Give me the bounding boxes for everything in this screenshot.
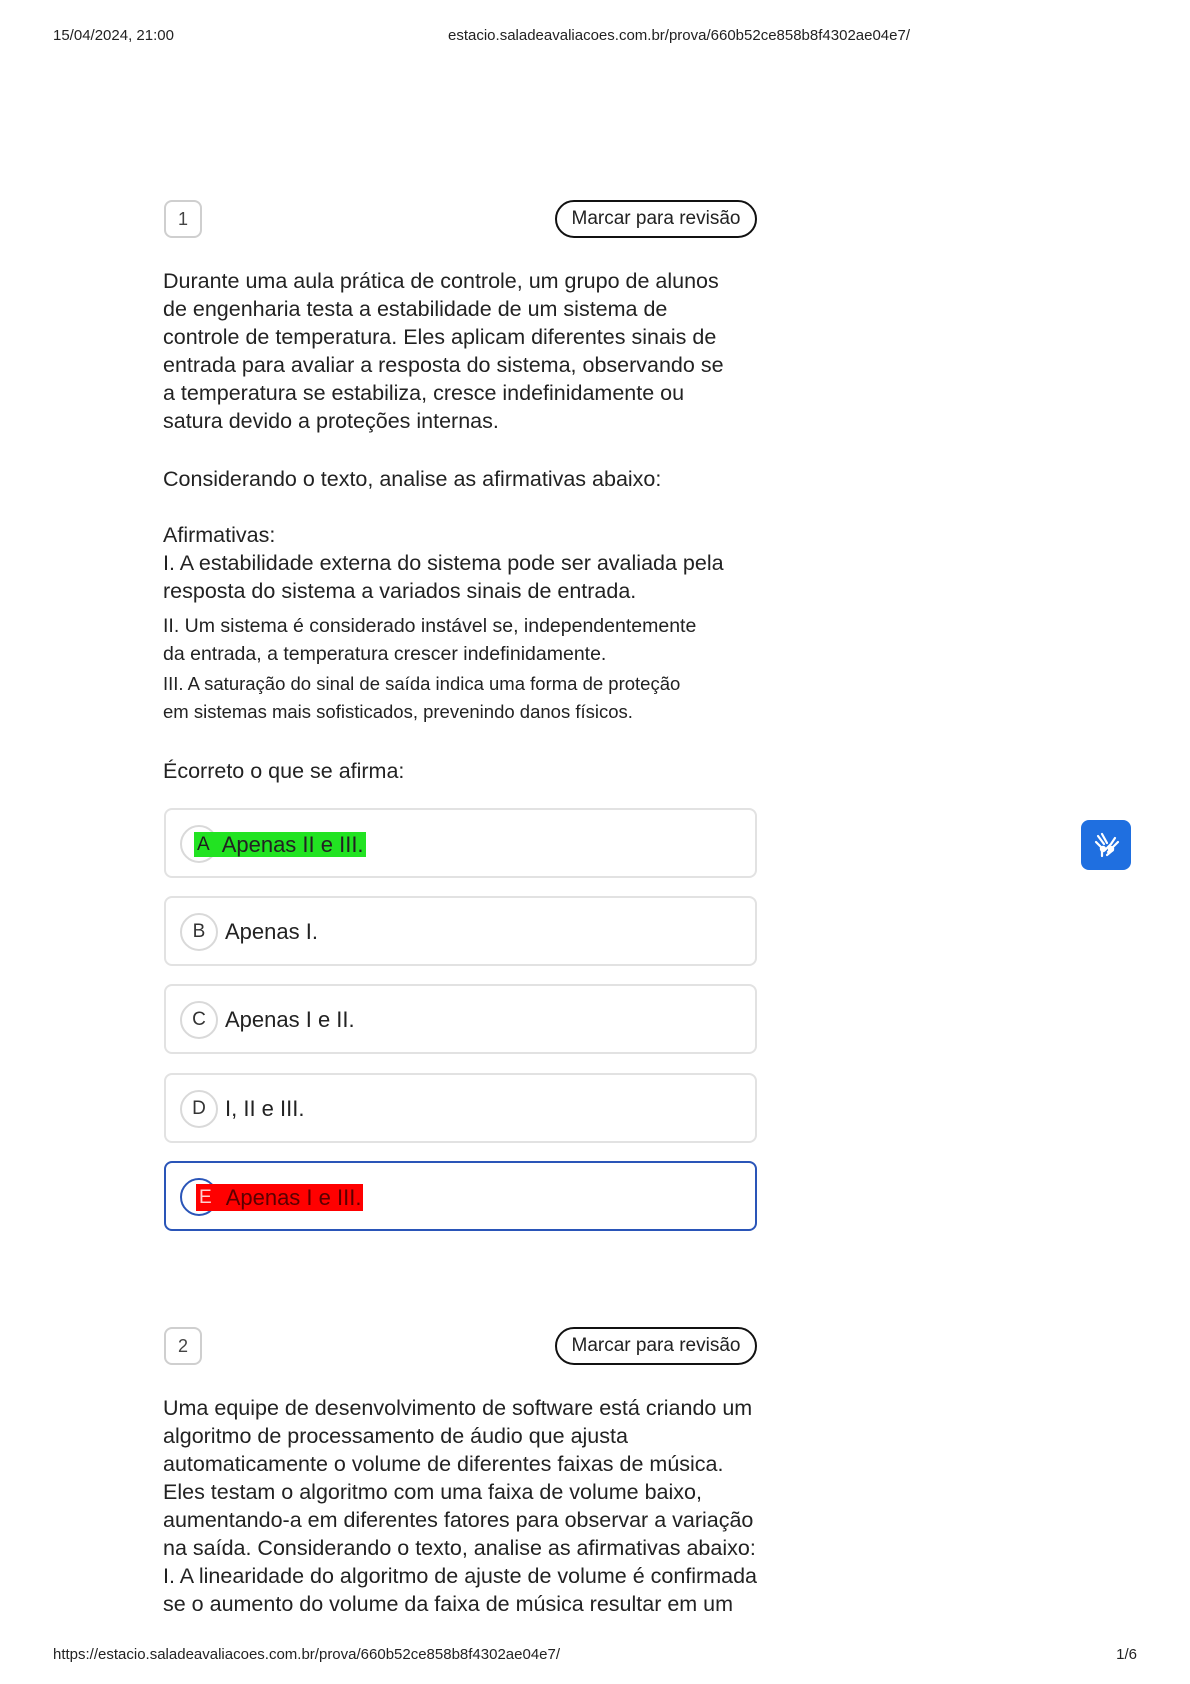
ask-letter: É	[163, 759, 178, 783]
sign-language-hands-icon[interactable]	[1081, 820, 1131, 870]
stem-line: entrada para avaliar a resposta do sistema, observando se	[163, 353, 724, 377]
option-letter: C	[180, 1001, 218, 1039]
statement-line: III. A saturação do sinal de saída indica uma forma de proteção	[163, 673, 681, 694]
option-b[interactable]	[164, 896, 757, 966]
stem-line: aumentando-a em diferentes fatores para observar a variação	[163, 1508, 754, 1532]
stem-line: a temperatura se estabiliza, cresce indefinidamente ou	[163, 381, 685, 405]
option-a[interactable]	[164, 808, 757, 878]
stem-line: Durante uma aula prática de controle, um grupo de alunos	[163, 269, 719, 293]
mark-for-review-button-1[interactable]: Marcar para revisão	[555, 200, 757, 238]
question-1-ask	[163, 757, 783, 785]
option-letter: D	[180, 1090, 218, 1128]
print-footer	[53, 1646, 1137, 1666]
stem-line: Uma equipe de desenvolvimento de software está criando um	[163, 1396, 753, 1420]
statement-3	[163, 670, 783, 726]
statement-line: I. A linearidade do algoritmo de ajuste de volume é confirmada	[163, 1564, 758, 1588]
print-footer-url: https://estacio.saladeavaliacoes.com.br/prova/660b52ce858b8f4302ae04e7/	[53, 1646, 561, 1663]
statement-line: se o aumento do volume da faixa de música resultar em um	[163, 1592, 734, 1616]
option-e[interactable]	[164, 1161, 757, 1231]
option-text: Apenas I e III.	[225, 1184, 362, 1210]
wrong-answer-highlight	[196, 1184, 363, 1211]
option-letter: A	[197, 833, 210, 855]
option-text: Apenas I.	[225, 919, 318, 944]
stem-line: algoritmo de processamento de áudio que ajusta	[163, 1424, 628, 1448]
page-number: 1/6	[1116, 1646, 1137, 1663]
statement-1	[163, 549, 783, 605]
option-text: I, II e III.	[225, 1096, 305, 1121]
question-1-stem	[163, 267, 783, 435]
stem-line: de engenharia testa a estabilidade de um sistema de	[163, 297, 668, 321]
statement-line: da entrada, a temperatura crescer indefinidamente.	[163, 643, 607, 665]
option-text: Apenas II e III.	[221, 831, 364, 857]
option-letter: E	[199, 1186, 212, 1208]
statement-line: em sistemas mais sofisticados, prevenindo danos físicos.	[163, 701, 633, 722]
statements-heading: Afirmativas:	[163, 523, 276, 547]
statement-line: II. Um sistema é considerado instável se, independentemente	[163, 615, 697, 637]
stem-line: na saída. Considerando o texto, analise as afirmativas abaixo:	[163, 1536, 756, 1560]
stem-line: controle de temperatura. Eles aplicam diferentes sinais de	[163, 325, 717, 349]
option-letter: B	[180, 913, 218, 951]
print-header	[53, 27, 1137, 47]
statement-2	[163, 612, 783, 668]
question-number-2: 2	[164, 1327, 202, 1365]
ask-text: correto o que se afirma:	[177, 759, 405, 783]
question-number-1: 1	[164, 200, 202, 238]
stem-line: satura devido a proteções internas.	[163, 409, 499, 433]
stem-line: Eles testam o algoritmo com uma faixa de volume baixo,	[163, 1480, 702, 1504]
option-d[interactable]	[164, 1073, 757, 1143]
option-c[interactable]	[164, 984, 757, 1054]
question-1-prompt: Considerando o texto, analise as afirmativas abaixo:	[163, 467, 662, 491]
mark-for-review-button-2[interactable]: Marcar para revisão	[555, 1327, 757, 1365]
statement-line: I. A estabilidade externa do sistema pode ser avaliada pela	[163, 551, 724, 575]
stem-line: automaticamente o volume de diferentes faixas de música.	[163, 1452, 724, 1476]
option-text: Apenas I e II.	[225, 1007, 355, 1032]
correct-answer-highlight	[194, 832, 366, 857]
statement-line: resposta do sistema a variados sinais de entrada.	[163, 579, 637, 603]
print-datetime: 15/04/2024, 21:00	[53, 27, 174, 44]
print-header-url: estacio.saladeavaliacoes.com.br/prova/660b52ce858b8f4302ae04e7/	[448, 27, 911, 44]
question-2-stem	[163, 1394, 783, 1618]
